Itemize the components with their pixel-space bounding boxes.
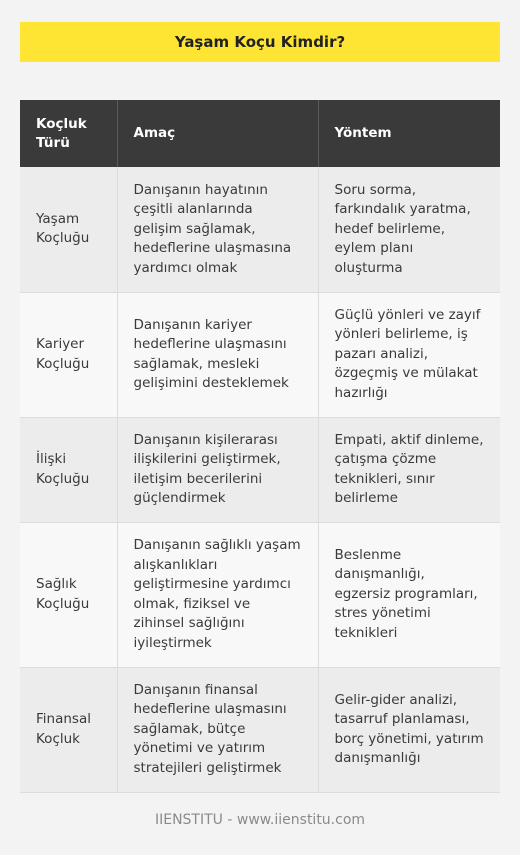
cell-method: Empati, aktif dinleme, çatışma çözme teknikleri, sınır belirleme	[318, 417, 500, 522]
cell-purpose: Danışanın finansal hedeflerine ulaşmasını sağlamak, bütçe yönetimi ve yatırım stratejileri geliştirmek	[117, 667, 318, 792]
cell-purpose: Danışanın kariyer hedeflerine ulaşmasını sağlamak, mesleki gelişimini desteklemek	[117, 292, 318, 417]
cell-purpose: Danışanın sağlıklı yaşam alışkanlıkları geliştirmesine yardımcı olmak, fiziksel ve zihinsel sağlığını iyileştirmek	[117, 522, 318, 667]
cell-purpose: Danışanın hayatının çeşitli alanlarında gelişim sağlamak, hedeflerine ulaşmasına yardımcı olmak	[117, 167, 318, 292]
cell-method: Gelir-gider analizi, tasarruf planlaması, borç yönetimi, yatırım danışmanlığı	[318, 667, 500, 792]
cell-method: Güçlü yönleri ve zayıf yönleri belirleme, iş pazarı analizi, özgeçmiş ve mülakat hazırlığı	[318, 292, 500, 417]
cell-method: Beslenme danışmanlığı, egzersiz programları, stres yönetimi teknikleri	[318, 522, 500, 667]
cell-type: Sağlık Koçluğu	[20, 522, 117, 667]
column-header-method: Yöntem	[318, 100, 500, 167]
cell-type: Yaşam Koçluğu	[20, 167, 117, 292]
cell-type: İlişki Koçluğu	[20, 417, 117, 522]
table-row	[20, 667, 500, 792]
cell-type: Kariyer Koçluğu	[20, 292, 117, 417]
cell-purpose: Danışanın kişilerarası ilişkilerini geliştirmek, iletişim becerilerini güçlendirmek	[117, 417, 318, 522]
column-header-purpose: Amaç	[117, 100, 318, 167]
cell-method: Soru sorma, farkındalık yaratma, hedef belirleme, eylem planı oluşturma	[318, 167, 500, 292]
table-row	[20, 292, 500, 417]
page-title: Yaşam Koçu Kimdir?	[20, 22, 500, 62]
column-header-type: Koçluk Türü	[20, 100, 117, 167]
footer-credit: IIENSTITU - www.iienstitu.com	[154, 812, 366, 828]
table-row	[20, 522, 500, 667]
table-row	[20, 167, 500, 292]
table-row	[20, 417, 500, 522]
table-header-row	[20, 100, 500, 167]
cell-type: Finansal Koçluk	[20, 667, 117, 792]
coaching-types-table	[20, 100, 500, 793]
